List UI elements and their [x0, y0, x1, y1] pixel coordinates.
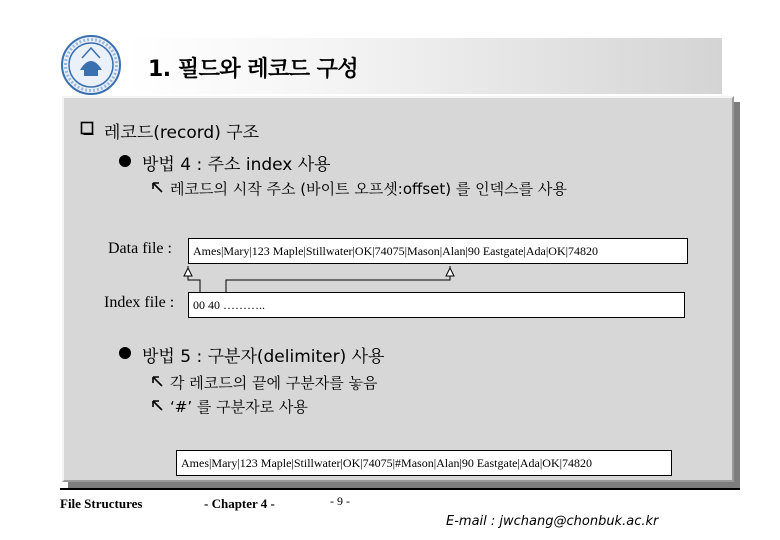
university-logo-icon [60, 34, 122, 96]
index-file-label: Index file : [104, 294, 175, 311]
footer-email: E-mail : jwchang@chonbuk.ac.kr [446, 514, 659, 529]
data-file-label: Data file : [108, 240, 172, 257]
footer-course: File Structures [60, 496, 143, 511]
footer-chapter: - Chapter 4 - [204, 496, 275, 511]
method5-sub1: 각 레코드의 끝에 구분자를 놓음 [170, 374, 378, 392]
delimited-record-box: Ames|Mary|123 Maple|Stillwater|OK|74075|#Mason|Alan|90 Eastgate|Ada|OK|74820 [176, 450, 672, 476]
filled-circle-icon [118, 154, 132, 168]
index-pointer-arrows [180, 258, 480, 298]
filled-circle-icon [118, 346, 132, 360]
method5-label: 방법 5 : 구분자(delimiter) 사용 [142, 347, 385, 367]
footer-page: - 9 - [330, 494, 350, 508]
arrow-corner-icon [152, 182, 164, 194]
section-heading: 레코드(record) 구조 [104, 123, 260, 143]
method5-sub2: ‘#’ 를 구분자로 사용 [170, 398, 308, 416]
arrow-corner-icon [152, 400, 164, 412]
index-file-box: 00 40 ……….. [188, 292, 685, 318]
footer-divider [60, 488, 740, 490]
arrow-corner-icon [152, 376, 164, 388]
method4-sub: 레코드의 시작 주소 (바이트 오프셋:offset) 를 인덱스를 사용 [170, 180, 567, 198]
method4-label: 방법 4 : 주소 index 사용 [142, 155, 331, 175]
data-file-box: Ames|Mary|123 Maple|Stillwater|OK|74075|Mason|Alan|90 Eastgate|Ada|OK|74820 [188, 238, 688, 264]
page-title: 1. 필드와 레코드 구성 [148, 57, 359, 82]
square-outline-icon [80, 121, 94, 135]
